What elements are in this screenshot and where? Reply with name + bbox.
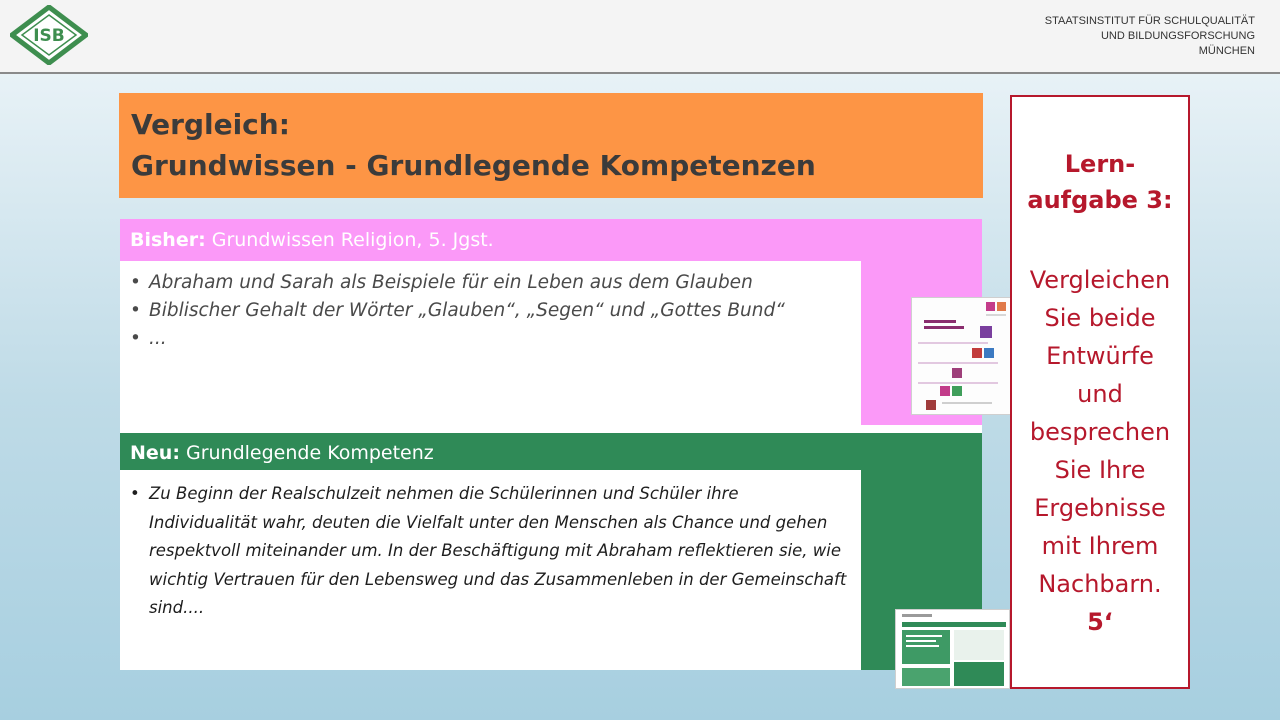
bisher-label: Bisher: <box>130 229 206 251</box>
task-body-line: Nachbarn. <box>1038 570 1162 598</box>
logo-text: ISB <box>33 26 65 46</box>
neu-heading <box>130 442 434 464</box>
institute-line: STAATSINSTITUT FÜR SCHULQUALITÄT <box>1044 15 1255 27</box>
institute-line: MÜNCHEN <box>1198 45 1255 57</box>
task-body <box>1012 261 1188 641</box>
task-body-line: besprechen <box>1029 418 1171 446</box>
header <box>0 0 1280 74</box>
section-divider <box>120 425 982 433</box>
bisher-list-item: • ... <box>130 328 167 349</box>
neu-list-panel <box>120 470 861 670</box>
bisher-heading <box>130 229 494 251</box>
task-body-line: und <box>1077 380 1123 408</box>
bisher-list-item: • Abraham und Sarah als Beispiele für ein Leben aus dem Glauben <box>130 272 753 293</box>
institute-name <box>1045 14 1255 59</box>
task-body-line: mit Ihrem <box>1041 532 1159 560</box>
bisher-list <box>130 269 850 353</box>
task-body-line: Sie Ihre <box>1054 456 1146 484</box>
lehrplan-document-thumbnail <box>911 297 1011 415</box>
bisher-list-panel <box>120 261 861 425</box>
slide-title-box <box>119 93 983 198</box>
neu-heading-text: Grundlegende Kompetenz <box>185 442 434 464</box>
task-title-line: aufgabe 3: <box>1027 186 1173 214</box>
neu-list <box>130 480 850 623</box>
bisher-heading-text: Grundwissen Religion, 5. Jgst. <box>211 229 494 251</box>
bisher-list-item: • Biblischer Gehalt der Wörter „Glauben“, „Segen“ und „Gottes Bund“ <box>130 300 785 321</box>
lehrplanplus-website-thumbnail <box>895 609 1010 689</box>
task-time: 5‘ <box>1087 608 1113 636</box>
task-body-line: Ergebnisse <box>1034 494 1166 522</box>
slide-title-line-1: Vergleich: <box>131 108 290 141</box>
learning-task-box <box>1010 95 1190 689</box>
slide-title-line-2: Grundwissen - Grundlegende Kompetenzen <box>131 149 816 182</box>
isb-logo-icon <box>10 5 88 65</box>
task-body-line: Sie beide <box>1044 304 1156 332</box>
neu-list-item: • Zu Beginn der Realschulzeit nehmen die Schülerinnen und Schüler ihre Individualität wahr, deuten die Vielfalt unter den Menschen als Chance und gehen respektvoll miteinander um. In der Beschäftigung mit Abraham reflektieren sie, wie wichtig Vertrauen für den Lebensweg und das Zusammenleben in der Gemeinschaft sind.... <box>130 484 847 617</box>
institute-line: UND BILDUNGSFORSCHUNG <box>1100 30 1255 42</box>
task-body-line: Entwürfe <box>1046 342 1154 370</box>
neu-label: Neu: <box>130 442 180 464</box>
task-body-line: Vergleichen <box>1029 266 1171 294</box>
task-title <box>1012 146 1188 218</box>
task-title-line: Lern- <box>1064 150 1136 178</box>
